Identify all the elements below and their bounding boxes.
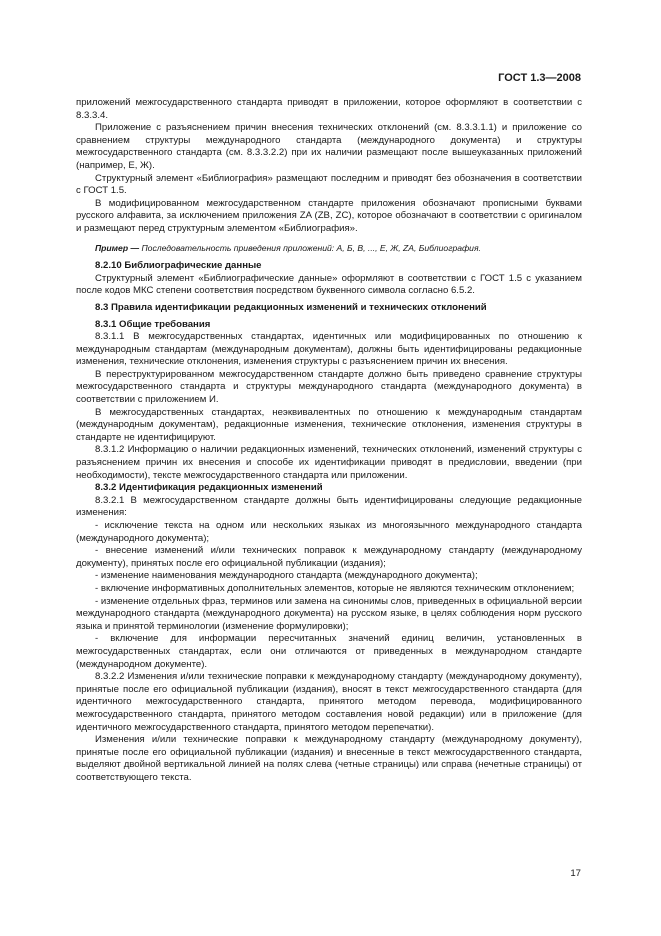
paragraph: приложений межгосударственного стандарта приводят в приложении, которое оформляют в соответствии с 8.3.3.4. [76, 97, 582, 121]
paragraph: В межгосударственных стандартах, неэквивалентных по отношению к международным стандартам (международным документам), редакционные изменения, технические отклонения, изменения структуры в стандарте не идентифицируют. [76, 406, 582, 443]
paragraph: Изменения и/или технические поправки к международному стандарту (международному документу), принятые после его официальной публикации (издания) и внесенные в текст межгосударственного стандарта, выделяют двойной вертикальной линией на полях слева (четные страницы) или справа (нечетные страницы) от соответствующего текста. [76, 734, 582, 783]
paragraph: В модифицированном межгосударственном стандарте приложения обозначают прописными буквами русского алфавита, за исключением приложения ZA (ZB, ZC), которое обозначают в соответствии с оригиналом и размещают перед структурным элементом «Библиография». [76, 197, 582, 234]
page-body [76, 97, 582, 784]
page-number: 17 [570, 868, 581, 879]
list-item: - включение информативных дополнительных элементов, которые не являются техническим отклонением; [95, 582, 575, 594]
example-note [76, 242, 582, 255]
paragraph: Структурный элемент «Библиография» размещают последним и приводят без обозначения в соответствии с ГОСТ 1.5. [76, 172, 582, 197]
paragraph: 8.3.2.2 Изменения и/или технические поправки к международному стандарту (международному документу), принятые после его официальной публикации (издания), вносят в текст межгосударственного стандарта (для идентичного межгосударственного стандарта, принятого методом перевода, модифицированного межгосударственного стандарта, принятого методом составления новой редакции) или в приложение (для идентичного межгосударственного стандарта, принятого методом перепечатки). [76, 671, 582, 733]
paragraph: 8.3.1.1 В межгосударственных стандартах, идентичных или модифицированных по отношению к международным стандартам (международным документам), должны быть идентифицированы редакционные изменения, технические отклонения, изменения структуры с разъяснением причин их внесения. [76, 331, 582, 368]
list-item: - внесение изменений и/или технических поправок к международному стандарту (международному документу), принятых после его официальной публикации (издания); [76, 545, 582, 569]
section-heading-8-3-1: 8.3.1 Общие требования [95, 318, 211, 330]
paragraph: В переструктурированном межгосударственном стандарте должно быть приведено сравнение структуры межгосударственного стандарта и структуры международного стандарта (международного документа) в соответствии с приложением И. [76, 368, 582, 406]
paragraph: Приложение с разъяснением причин внесения технических отклонений (см. 8.3.3.1.1) и приложение со сравнением структуры международного стандарта (международного документа) и структуры межгосударственного стандарта (см. 8.3.3.2.2) при их наличии размещают после вышеуказанных приложений (например, Е, Ж). [76, 122, 582, 171]
section-heading-8-2-10: 8.2.10 Библиографические данные [95, 260, 262, 272]
section-heading-8-3: 8.3 Правила идентификации редакционных изменений и технических отклонений [95, 301, 487, 313]
paragraph: Структурный элемент «Библиографические данные» оформляют в соответствии с ГОСТ 1.5 с указанием после кодов МКС степени соответствия посредством буквенного символа согласно 6.5.2. [76, 272, 582, 297]
list-item: - изменение отдельных фраз, терминов или замена на синонимы слов, приведенных в официальной версии международного стандарта (международного документа) на русском языке, в целях соблюдения норм русского языка и принятой терминологии (изменение формулировки); [76, 595, 582, 632]
paragraph: 8.3.1.2 Информацию о наличии редакционных изменений, технических отклонений, изменений структуры с разъяснением причин их внесения и способе их идентификации приводят в предисловии, введении (при необходимости), тексте межгосударственного стандарта или приложении. [76, 444, 582, 481]
section-heading-8-3-2: 8.3.2 Идентификация редакционных изменений [95, 482, 323, 494]
example-text: Последовательность приведения приложений: А, Б, В, ..., Е, Ж, ZA, Библиография. [141, 242, 481, 253]
example-label: Пример — [95, 242, 140, 253]
list-item: - изменение наименования международного стандарта (международного документа); [95, 570, 478, 582]
list-item: - исключение текста на одном или нескольких языках из многоязычного международного стандарта (международного документа); [76, 520, 582, 544]
list-item: - включение для информации пересчитанных значений единиц величин, установленных в межгосударственных стандартах, если они отличаются от приведенных в международном стандарте (международном документе). [76, 633, 582, 670]
paragraph: 8.3.2.1 В межгосударственном стандарте должны быть идентифицированы следующие редакционные изменения: [76, 494, 582, 519]
document-code: ГОСТ 1.3—2008 [498, 72, 581, 84]
